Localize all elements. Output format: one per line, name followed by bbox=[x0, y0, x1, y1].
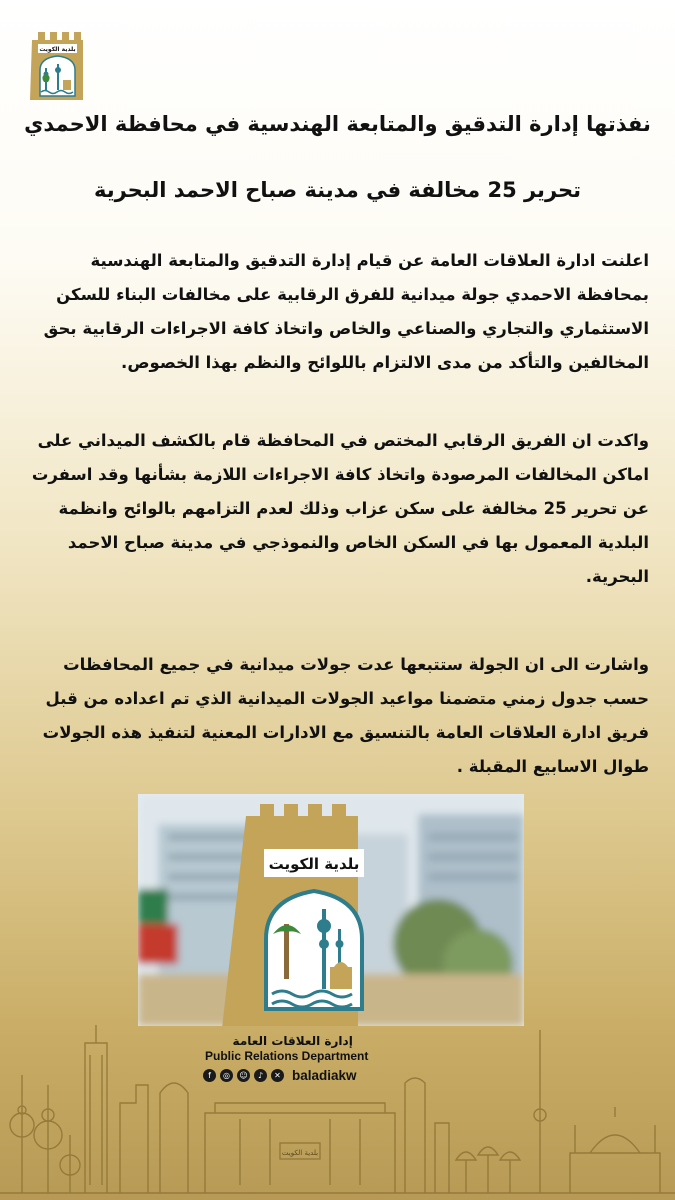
logo-text: بلدية الكويت bbox=[39, 46, 76, 53]
page-title: نفذتها إدارة التدقيق والمتابعة الهندسية في محافظة الاحمدي bbox=[24, 112, 651, 136]
municipality-photo bbox=[138, 794, 524, 1026]
paragraph-line: واشارت الى ان الجولة ستتبعها عدت جولات ميدانية في جميع المحافظات bbox=[63, 655, 649, 674]
paragraph-2 bbox=[26, 424, 649, 594]
paragraph-line: الاستثماري والتجاري والصناعي والخاص واتخاذ كافة الاجراءات الرقابية بحق bbox=[43, 319, 649, 338]
social-handle[interactable]: baladiakw bbox=[292, 1068, 357, 1083]
department-block bbox=[205, 1034, 368, 1063]
facebook-icon[interactable]: f bbox=[203, 1069, 216, 1082]
paragraph-line: طوال الاسابيع المقبلة . bbox=[456, 757, 649, 776]
paragraph-1 bbox=[26, 244, 649, 380]
department-name-en: Public Relations Department bbox=[205, 1049, 369, 1063]
x-icon[interactable]: ✕ bbox=[271, 1069, 284, 1082]
building-sign: بلدية الكويت bbox=[281, 1149, 319, 1157]
photo-logo-text: بلدية الكويت bbox=[268, 855, 360, 873]
snapchat-icon[interactable]: ☺ bbox=[237, 1069, 250, 1082]
paragraph-line: بمحافظة الاحمدي جولة ميدانية للفرق الرقابية على مخالفات البناء للسكن bbox=[56, 285, 649, 304]
paragraph-line: فريق ادارة العلاقات العامة بالتنسيق مع الادارات المعنية لتنفيذ هذه الجولات bbox=[42, 723, 649, 742]
page-subtitle: تحرير 25 مخالفة في مدينة صباح الاحمد البحرية bbox=[93, 178, 582, 202]
paragraph-line: البلدية المعمول بها في السكن الخاص والنموذجي في مدينة صباح الاحمد bbox=[67, 533, 649, 552]
paragraph-line: البحرية. bbox=[585, 567, 649, 586]
paragraph-line: اماكن المخالفات المرصودة واتخاذ كافة الاجراءات اللازمة بشأنها وقد اسفرت bbox=[31, 465, 649, 484]
paragraph-line: حسب جدول زمني متضمنا مواعيد الجولات الميدانية الذي تم اعداده من قبل bbox=[45, 689, 649, 708]
instagram-icon[interactable]: ◎ bbox=[220, 1069, 233, 1082]
paragraph-line: عن تحرير 25 مخالفة على سكن عزاب وذلك لعدم التزامهم بالوائح وانظمة bbox=[58, 499, 649, 518]
paragraph-3 bbox=[26, 648, 649, 784]
social-links bbox=[203, 1068, 357, 1083]
paragraph-line: واكدت ان الفريق الرقابي المختص في المحافظة قام بالكشف الميداني على bbox=[37, 431, 649, 450]
department-name-ar: إدارة العلاقات العامة bbox=[232, 1034, 353, 1048]
kuwait-municipality-logo bbox=[30, 30, 85, 102]
paragraph-line: اعلنت ادارة العلاقات العامة عن قيام إدارة التدقيق والمتابعة الهندسية bbox=[90, 251, 649, 270]
tiktok-icon[interactable]: ♪ bbox=[254, 1069, 267, 1082]
paragraph-line: المخالفين والتأكد من مدى الالتزام باللوائح والنظم بهذا الخصوص. bbox=[121, 353, 649, 372]
